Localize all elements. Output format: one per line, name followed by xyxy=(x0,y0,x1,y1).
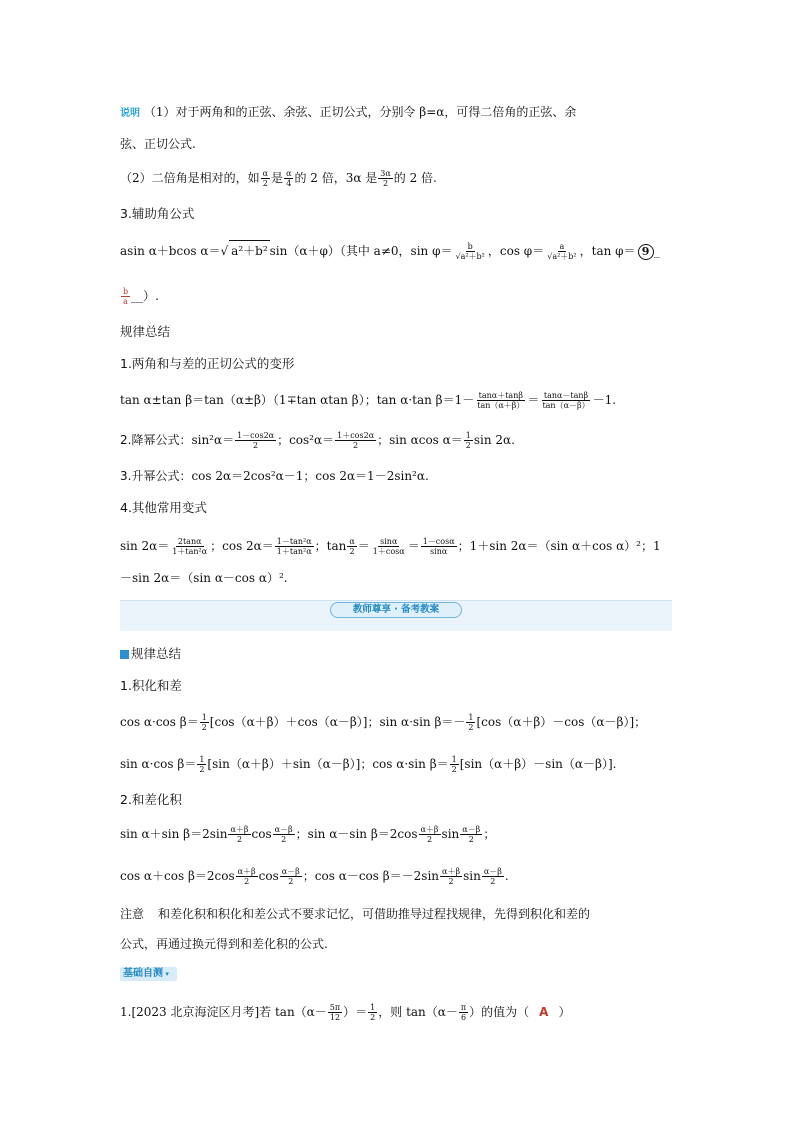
fraction: $\frac{\alpha}{2}$ xyxy=(262,169,269,188)
fraction: $\frac{\pi}{6}$ xyxy=(460,1003,467,1022)
answer-choice: A xyxy=(539,1005,549,1019)
note-2-line: （2）二倍角是相对的，如 $\frac{\alpha}{2}$ 是 $\frac{\alpha}{4}$ 的 2 倍，3α 是 $\frac{3\alpha}{2}$ 的 2 倍. xyxy=(120,169,437,188)
teacher-banner-label: 教师尊享 · 备考教案 xyxy=(330,602,462,618)
power-raising-line: 3.升幂公式：cos 2α＝2cos²α－1；cos 2α＝1－2sin²α. xyxy=(120,469,429,483)
aux-angle-answer-line: $\frac{b}{a}$ __）. xyxy=(123,287,159,306)
rule-4-title: 4.其他常用变式 xyxy=(120,500,207,515)
other-identities-line-2: －sin 2α＝（sin α－cos α）². xyxy=(120,571,288,585)
section-3-title: 3.辅助角公式 xyxy=(120,206,195,221)
fraction: $\frac{\alpha}{2}$ xyxy=(349,537,355,556)
sum-to-product-line-2: cos α＋cos β＝2cos $\frac{\alpha+\beta}{2}$ cos $\frac{\alpha-\beta}{2}$ ；cos α－cos β＝－2sin $\frac{\alpha+\beta}{2}$ sin $\frac{\alpha-\beta}{2}$ . xyxy=(120,867,509,886)
aux-angle-formula: asin α＋bcos α＝√ a²＋b² sin（α＋φ）（其中 a≠0，sin φ＝ $\frac{b}{\text{√a²＋b²}}$ ，cos φ＝ $\frac{a}{\text{√a²＋b²}}$ ，tan φ＝ 9 _ xyxy=(120,242,660,261)
question-1: 1.[2023 北京海淀区月考]若 tan（α－ $\frac{5\pi}{12}$ ）＝ $\frac{1}{2}$ ，则 tan（α－ $\frac{\pi}{6}$ ）的值为（ A ） xyxy=(120,1003,571,1022)
fraction: $\frac{\alpha}{4}$ xyxy=(286,169,292,188)
sum-to-product-title: 2.和差化积 xyxy=(120,792,182,807)
attention-line-1: 注意 和差化积和积化和差公式不要求记忆，可借助推导过程找规律，先得到积化和差的 xyxy=(120,907,591,921)
fraction: $\frac{\alpha-\beta}{2}$ xyxy=(462,825,481,844)
rules-summary-title: 规律总结 xyxy=(120,324,171,339)
fraction: $\frac{1}{2}$ xyxy=(199,755,205,774)
other-identities-line-1: sin 2α＝ $\frac{2\tan\alpha}{\text{1＋tan²α}}$ ；cos 2α＝ $\frac{\text{1－tan²α}}{\text{1＋tan²α}}$ ；tan $\frac{\alpha}{2}$ ＝ $\frac{\sin\alpha}{1+\cos\alpha}$ ＝ $\frac{1-\cos\alpha}{\sin\alpha}$ ；1＋sin 2α＝（sin α＋cos α）²；1 xyxy=(120,537,661,556)
fraction: $\frac{\alpha+\beta}{2}$ xyxy=(237,867,256,886)
fraction: $\frac{1-\cos\alpha}{\sin\alpha}$ xyxy=(422,537,455,556)
fraction: $\frac{\text{1－tan²α}}{\text{1＋tan²α}}$ xyxy=(276,537,312,556)
product-to-sum-title: 1.积化和差 xyxy=(120,678,182,693)
fraction: $\frac{\alpha-\beta}{2}$ xyxy=(274,825,293,844)
fraction: $\frac{5\pi}{12}$ xyxy=(329,1003,341,1022)
rule-1-title: 1.两角和与差的正切公式的变形 xyxy=(120,356,295,371)
fraction: $\frac{\tan\alpha-\tan\beta}{\tan(\alpha-\beta)}$ xyxy=(542,391,590,410)
attention-label: 注意 xyxy=(120,907,145,921)
fraction: $\frac{1}{2}$ xyxy=(370,1003,376,1022)
square-bullet-icon xyxy=(120,650,129,659)
fraction: $\frac{1}{2}$ xyxy=(468,713,474,732)
answer-fraction: $\frac{b}{a}$ xyxy=(123,287,129,306)
product-to-sum-line-1: cos α·cos β＝ $\frac{1}{2}$ [cos（α＋β）＋cos（α－β）]；sin α·sin β＝－ $\frac{1}{2}$ [cos（α＋β）－cos（α－β）]； xyxy=(120,713,647,732)
fraction: $\frac{1+\cos 2\alpha}{2}$ xyxy=(337,431,375,450)
fraction: $\frac{\alpha-\beta}{2}$ xyxy=(281,867,300,886)
sqrt-expression: a²＋b² xyxy=(229,240,269,261)
fraction: $\frac{a}{\text{√a²＋b²}}$ xyxy=(547,242,577,261)
fraction: $\frac{1}{2}$ xyxy=(465,431,471,450)
power-reduction-line: 2.降幂公式：sin²α＝ $\frac{1-\cos 2\alpha}{2}$ ；cos²α＝ $\frac{1+\cos 2\alpha}{2}$ ；sin αcos α＝ $\frac{1}{2}$ sin 2α. xyxy=(120,431,515,450)
fraction: $\frac{\alpha+\beta}{2}$ xyxy=(442,867,461,886)
tan-formula-line: tan α±tan β＝tan（α±β）（1∓tan αtan β）；tan α·tan β＝1－ $\frac{\tan\alpha+\tan\beta}{\tan(\alpha+\beta)}$ ＝ $\frac{\tan\alpha-\tan\beta}{\tan(\alpha-\beta)}$ －1. xyxy=(120,391,617,410)
self-test-tag: 基础自测 ▾ xyxy=(120,967,177,981)
fraction: $\frac{\alpha+\beta}{2}$ xyxy=(420,825,439,844)
note-1-line-1: 说明 （1）对于两角和的正弦、余弦、正切公式，分别令 β=α，可得二倍角的正弦、余 xyxy=(120,105,577,119)
product-to-sum-line-2: sin α·cos β＝ $\frac{1}{2}$ [sin（α＋β）＋sin（α－β）]；cos α·sin β＝ $\frac{1}{2}$ [sin（α＋β）－sin（α－β）]. xyxy=(120,755,617,774)
fraction: $\frac{1}{2}$ xyxy=(451,755,457,774)
teacher-banner xyxy=(120,600,672,631)
fraction: $\frac{\alpha+\beta}{2}$ xyxy=(230,825,249,844)
note-1-line-2: 弦、正切公式. xyxy=(120,137,196,151)
sum-to-product-line-1: sin α＋sin β＝2sin $\frac{\alpha+\beta}{2}$ cos $\frac{\alpha-\beta}{2}$ ；sin α－sin β＝2cos $\frac{\alpha+\beta}{2}$ sin $\frac{\alpha-\beta}{2}$ ； xyxy=(120,825,496,844)
fraction: $\frac{\tan\alpha+\tan\beta}{\tan(\alpha+\beta)}$ xyxy=(477,391,525,410)
fraction: $\frac{2\tan\alpha}{\text{1＋tan²α}}$ xyxy=(172,537,208,556)
blank-number-circle: 9 xyxy=(638,244,654,260)
fraction: $\frac{1-\cos 2\alpha}{2}$ xyxy=(237,431,275,450)
fraction: $\frac{b}{\text{√a²＋b²}}$ xyxy=(455,242,485,261)
attention-line-2: 公式，再通过换元得到和差化积的公式. xyxy=(120,937,328,951)
rules-summary-2-title: 规律总结 xyxy=(120,644,181,664)
note-label: 说明 xyxy=(120,108,140,119)
fraction: $\frac{\alpha-\beta}{2}$ xyxy=(483,867,502,886)
fraction: $\frac{3\alpha}{2}$ xyxy=(380,169,391,188)
fraction: $\frac{1}{2}$ xyxy=(201,713,207,732)
fraction: $\frac{\sin\alpha}{1+\cos\alpha}$ xyxy=(372,537,405,556)
